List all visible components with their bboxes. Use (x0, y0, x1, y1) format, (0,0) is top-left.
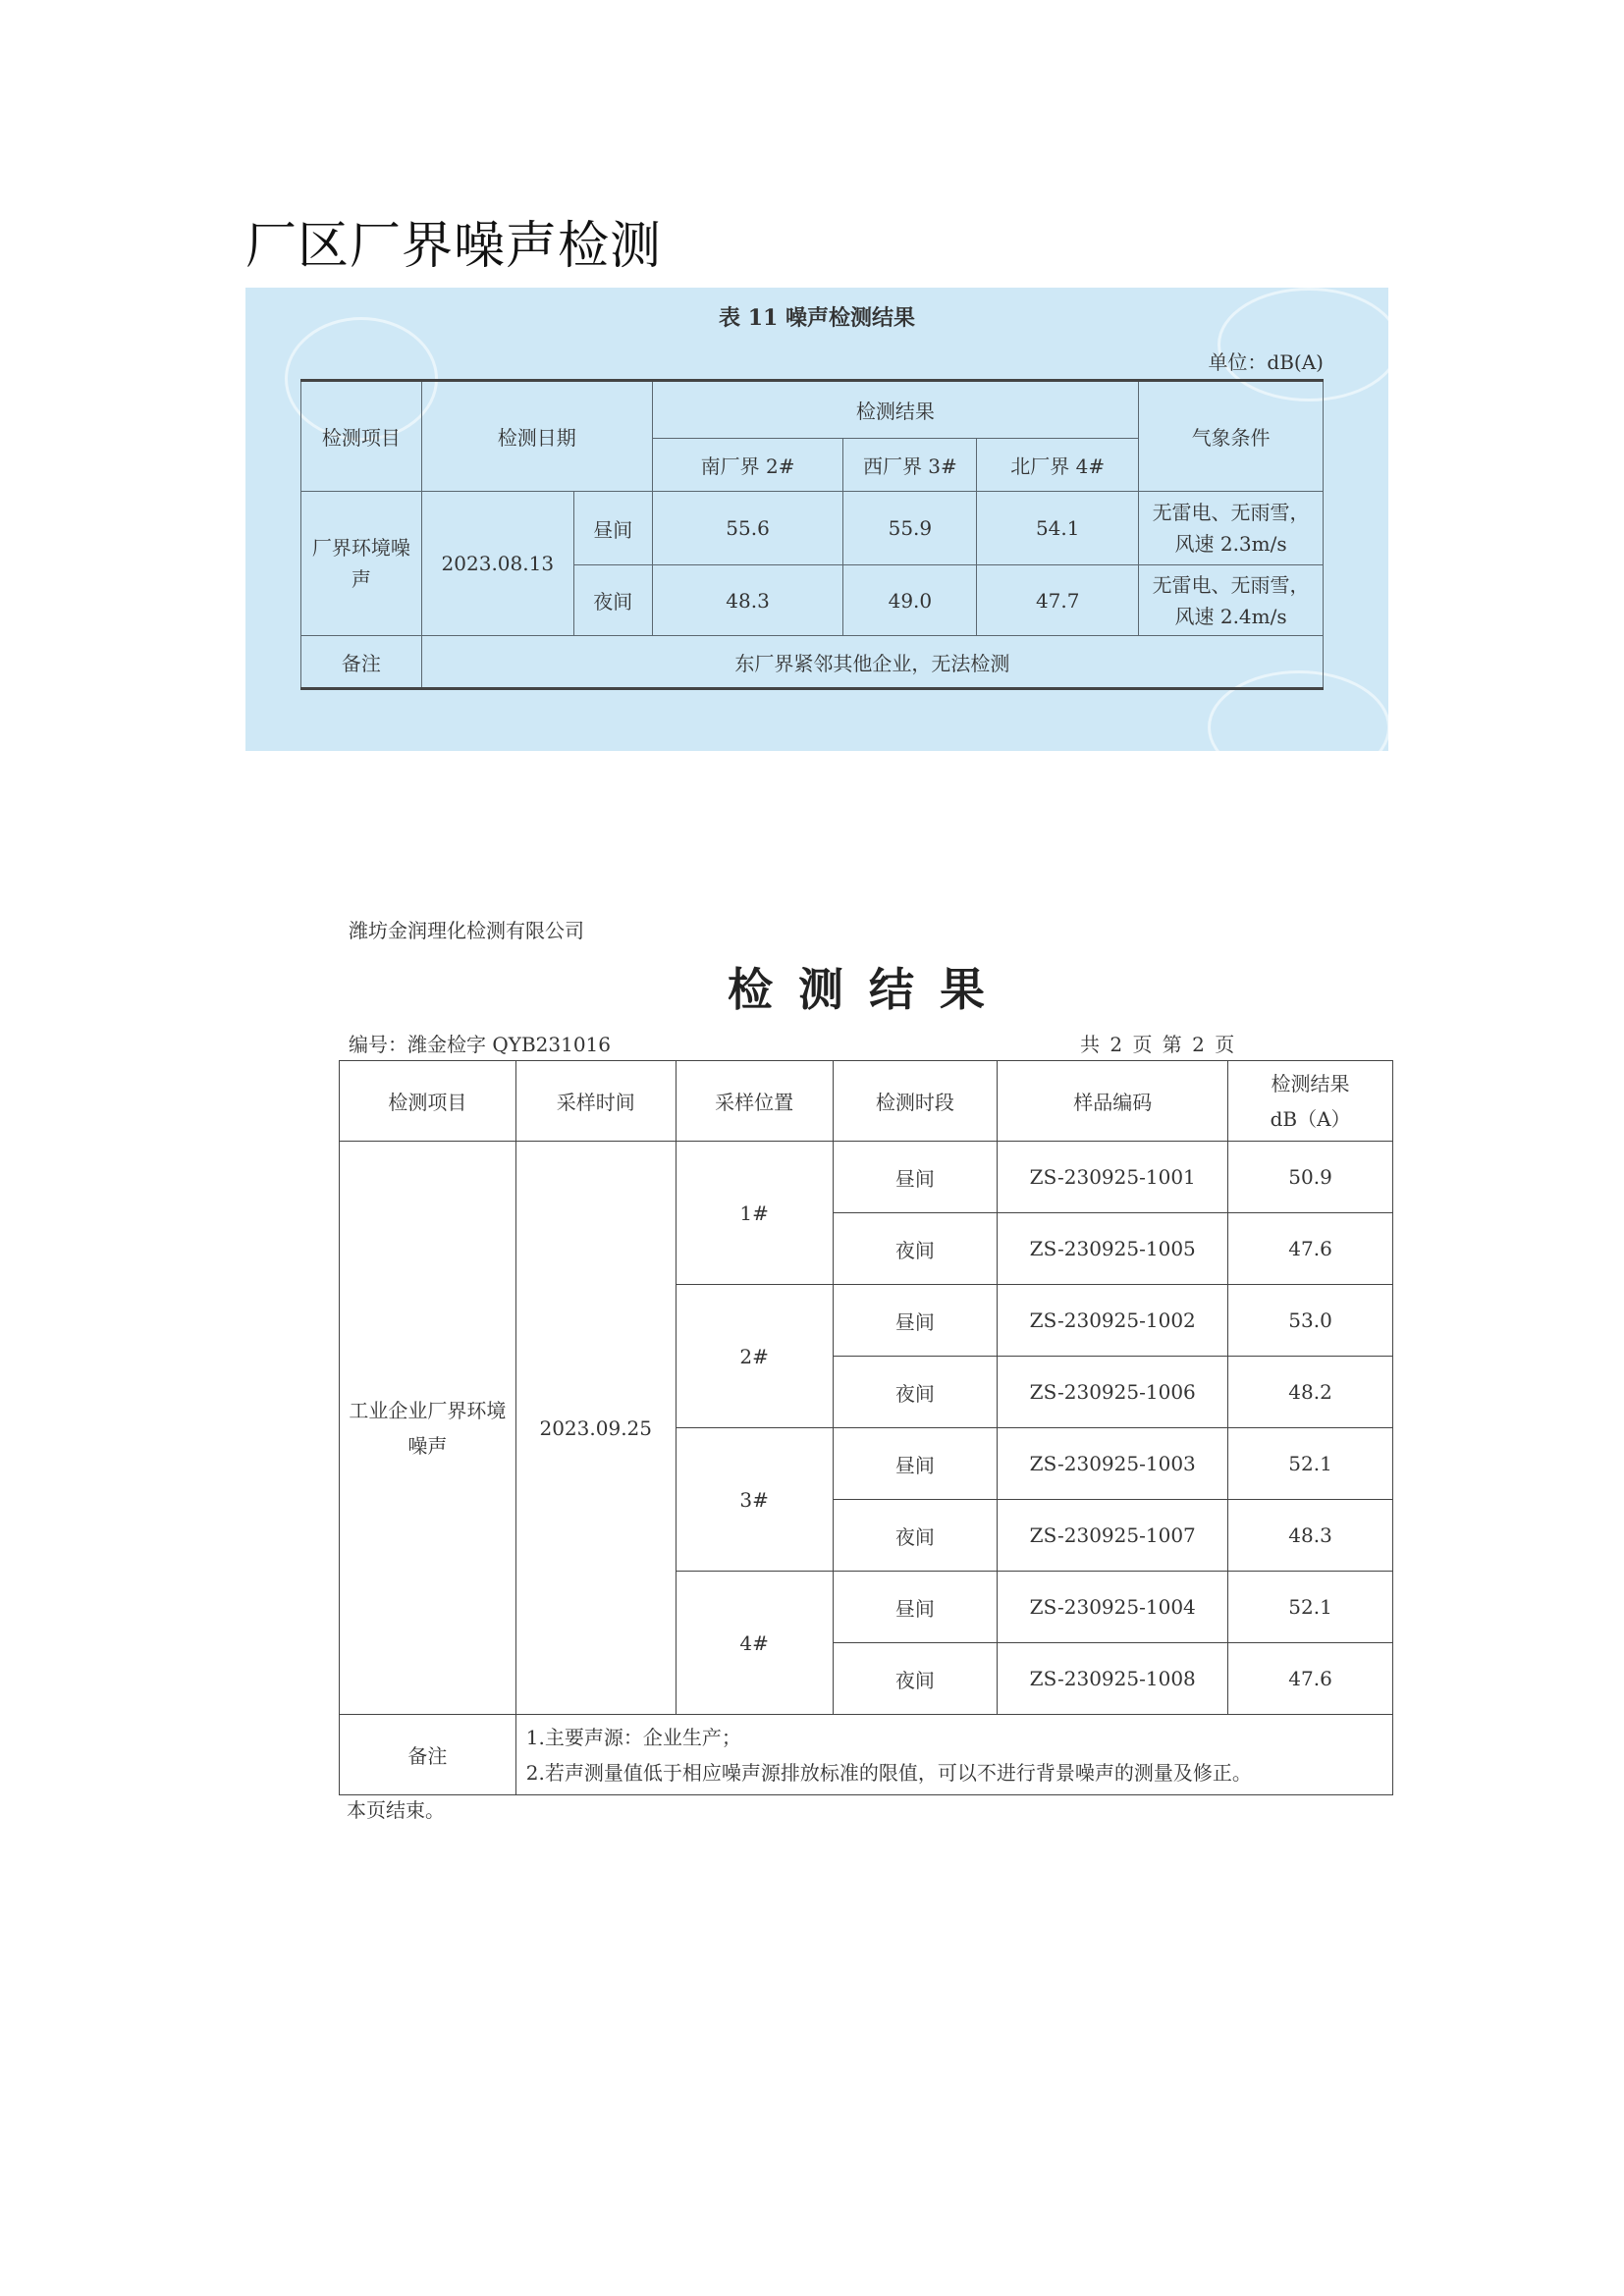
company-name: 潍坊金润理化检测有限公司 (349, 919, 584, 942)
report-title: 检测结果 (728, 963, 1010, 1016)
noise-report-scan-2 (339, 903, 1399, 1826)
value-cell: 55.6 (652, 492, 843, 565)
value-cell: 47.6 (1228, 1643, 1393, 1715)
sample-code-cell: ZS-230925-1004 (998, 1572, 1228, 1643)
position-cell: 4# (676, 1572, 833, 1715)
header-item: 检测项目 (340, 1061, 516, 1142)
date-cell: 2023.08.13 (421, 492, 573, 636)
sample-code-cell: ZS-230925-1002 (998, 1285, 1228, 1357)
period-cell: 夜间 (833, 1213, 998, 1285)
sample-code-cell: ZS-230925-1001 (998, 1142, 1228, 1213)
remark-label: 备注 (301, 636, 422, 689)
header-result-unit: dB（A） (1270, 1106, 1351, 1131)
unit-label: 单位：dB(A) (1208, 350, 1324, 374)
table-caption: 表 11 噪声检测结果 (719, 305, 915, 331)
remark-label: 备注 (340, 1715, 516, 1795)
page-info: 共 2 页 第 2 页 (1080, 1033, 1237, 1056)
header-sample: 样品编码 (998, 1061, 1228, 1142)
header-date: 检测日期 (421, 381, 652, 492)
item-cell: 厂界环境噪声 (301, 492, 422, 636)
noise-results-table (300, 379, 1324, 690)
header-result (1228, 1061, 1393, 1142)
period-cell: 夜间 (573, 565, 652, 636)
position-cell: 2# (676, 1285, 833, 1428)
value-cell: 47.7 (977, 565, 1139, 636)
note-line: 2.若声测量值低于相应噪声源排放标准的限值，可以不进行背景噪声的测量及修正。 (525, 1760, 1252, 1785)
sample-code-cell: ZS-230925-1008 (998, 1643, 1228, 1715)
sample-code-cell: ZS-230925-1006 (998, 1357, 1228, 1428)
value-cell: 52.1 (1228, 1572, 1393, 1643)
sample-code-cell: ZS-230925-1005 (998, 1213, 1228, 1285)
value-cell: 48.3 (652, 565, 843, 636)
position-cell: 1# (676, 1142, 833, 1285)
period-cell: 夜间 (833, 1357, 998, 1428)
sample-code-cell: ZS-230925-1007 (998, 1500, 1228, 1572)
value-cell: 54.1 (977, 492, 1139, 565)
header-period: 检测时段 (833, 1061, 998, 1142)
value-cell: 48.3 (1228, 1500, 1393, 1572)
header-weather: 气象条件 (1139, 381, 1324, 492)
document-number: 编号：潍金检字 QYB231016 (349, 1033, 612, 1056)
value-cell: 49.0 (843, 565, 977, 636)
item-cell: 工业企业厂界环境噪声 (340, 1142, 516, 1715)
weather-cell: 无雷电、无雨雪，风速 2.3m/s (1139, 492, 1324, 565)
value-cell: 55.9 (843, 492, 977, 565)
remark-notes (515, 1715, 1392, 1795)
sample-results-table (339, 1060, 1393, 1795)
header-south: 南厂界 2# (652, 439, 843, 492)
period-cell: 昼间 (833, 1572, 998, 1643)
value-cell: 52.1 (1228, 1428, 1393, 1500)
value-cell: 48.2 (1228, 1357, 1393, 1428)
position-cell: 3# (676, 1428, 833, 1572)
header-time: 采样时间 (515, 1061, 676, 1142)
period-cell: 昼间 (833, 1285, 998, 1357)
page-heading: 厂区厂界噪声检测 (245, 217, 663, 276)
period-cell: 夜间 (833, 1643, 998, 1715)
header-west: 西厂界 3# (843, 439, 977, 492)
note-line: 1.主要声源：企业生产； (525, 1725, 741, 1749)
noise-report-scan-1 (245, 288, 1388, 751)
remark-text: 东厂界紧邻其他企业，无法检测 (421, 636, 1323, 689)
value-cell: 53.0 (1228, 1285, 1393, 1357)
end-note: 本页结束。 (347, 1798, 445, 1822)
date-cell: 2023.09.25 (515, 1142, 676, 1715)
value-cell: 50.9 (1228, 1142, 1393, 1213)
period-cell: 夜间 (833, 1500, 998, 1572)
period-cell: 昼间 (833, 1428, 998, 1500)
header-north: 北厂界 4# (977, 439, 1139, 492)
header-result-label: 检测结果 (1271, 1071, 1350, 1095)
weather-cell: 无雷电、无雨雪，风速 2.4m/s (1139, 565, 1324, 636)
period-cell: 昼间 (573, 492, 652, 565)
header-item: 检测项目 (301, 381, 422, 492)
period-cell: 昼间 (833, 1142, 998, 1213)
header-position: 采样位置 (676, 1061, 833, 1142)
sample-code-cell: ZS-230925-1003 (998, 1428, 1228, 1500)
header-results: 检测结果 (652, 381, 1138, 439)
value-cell: 47.6 (1228, 1213, 1393, 1285)
